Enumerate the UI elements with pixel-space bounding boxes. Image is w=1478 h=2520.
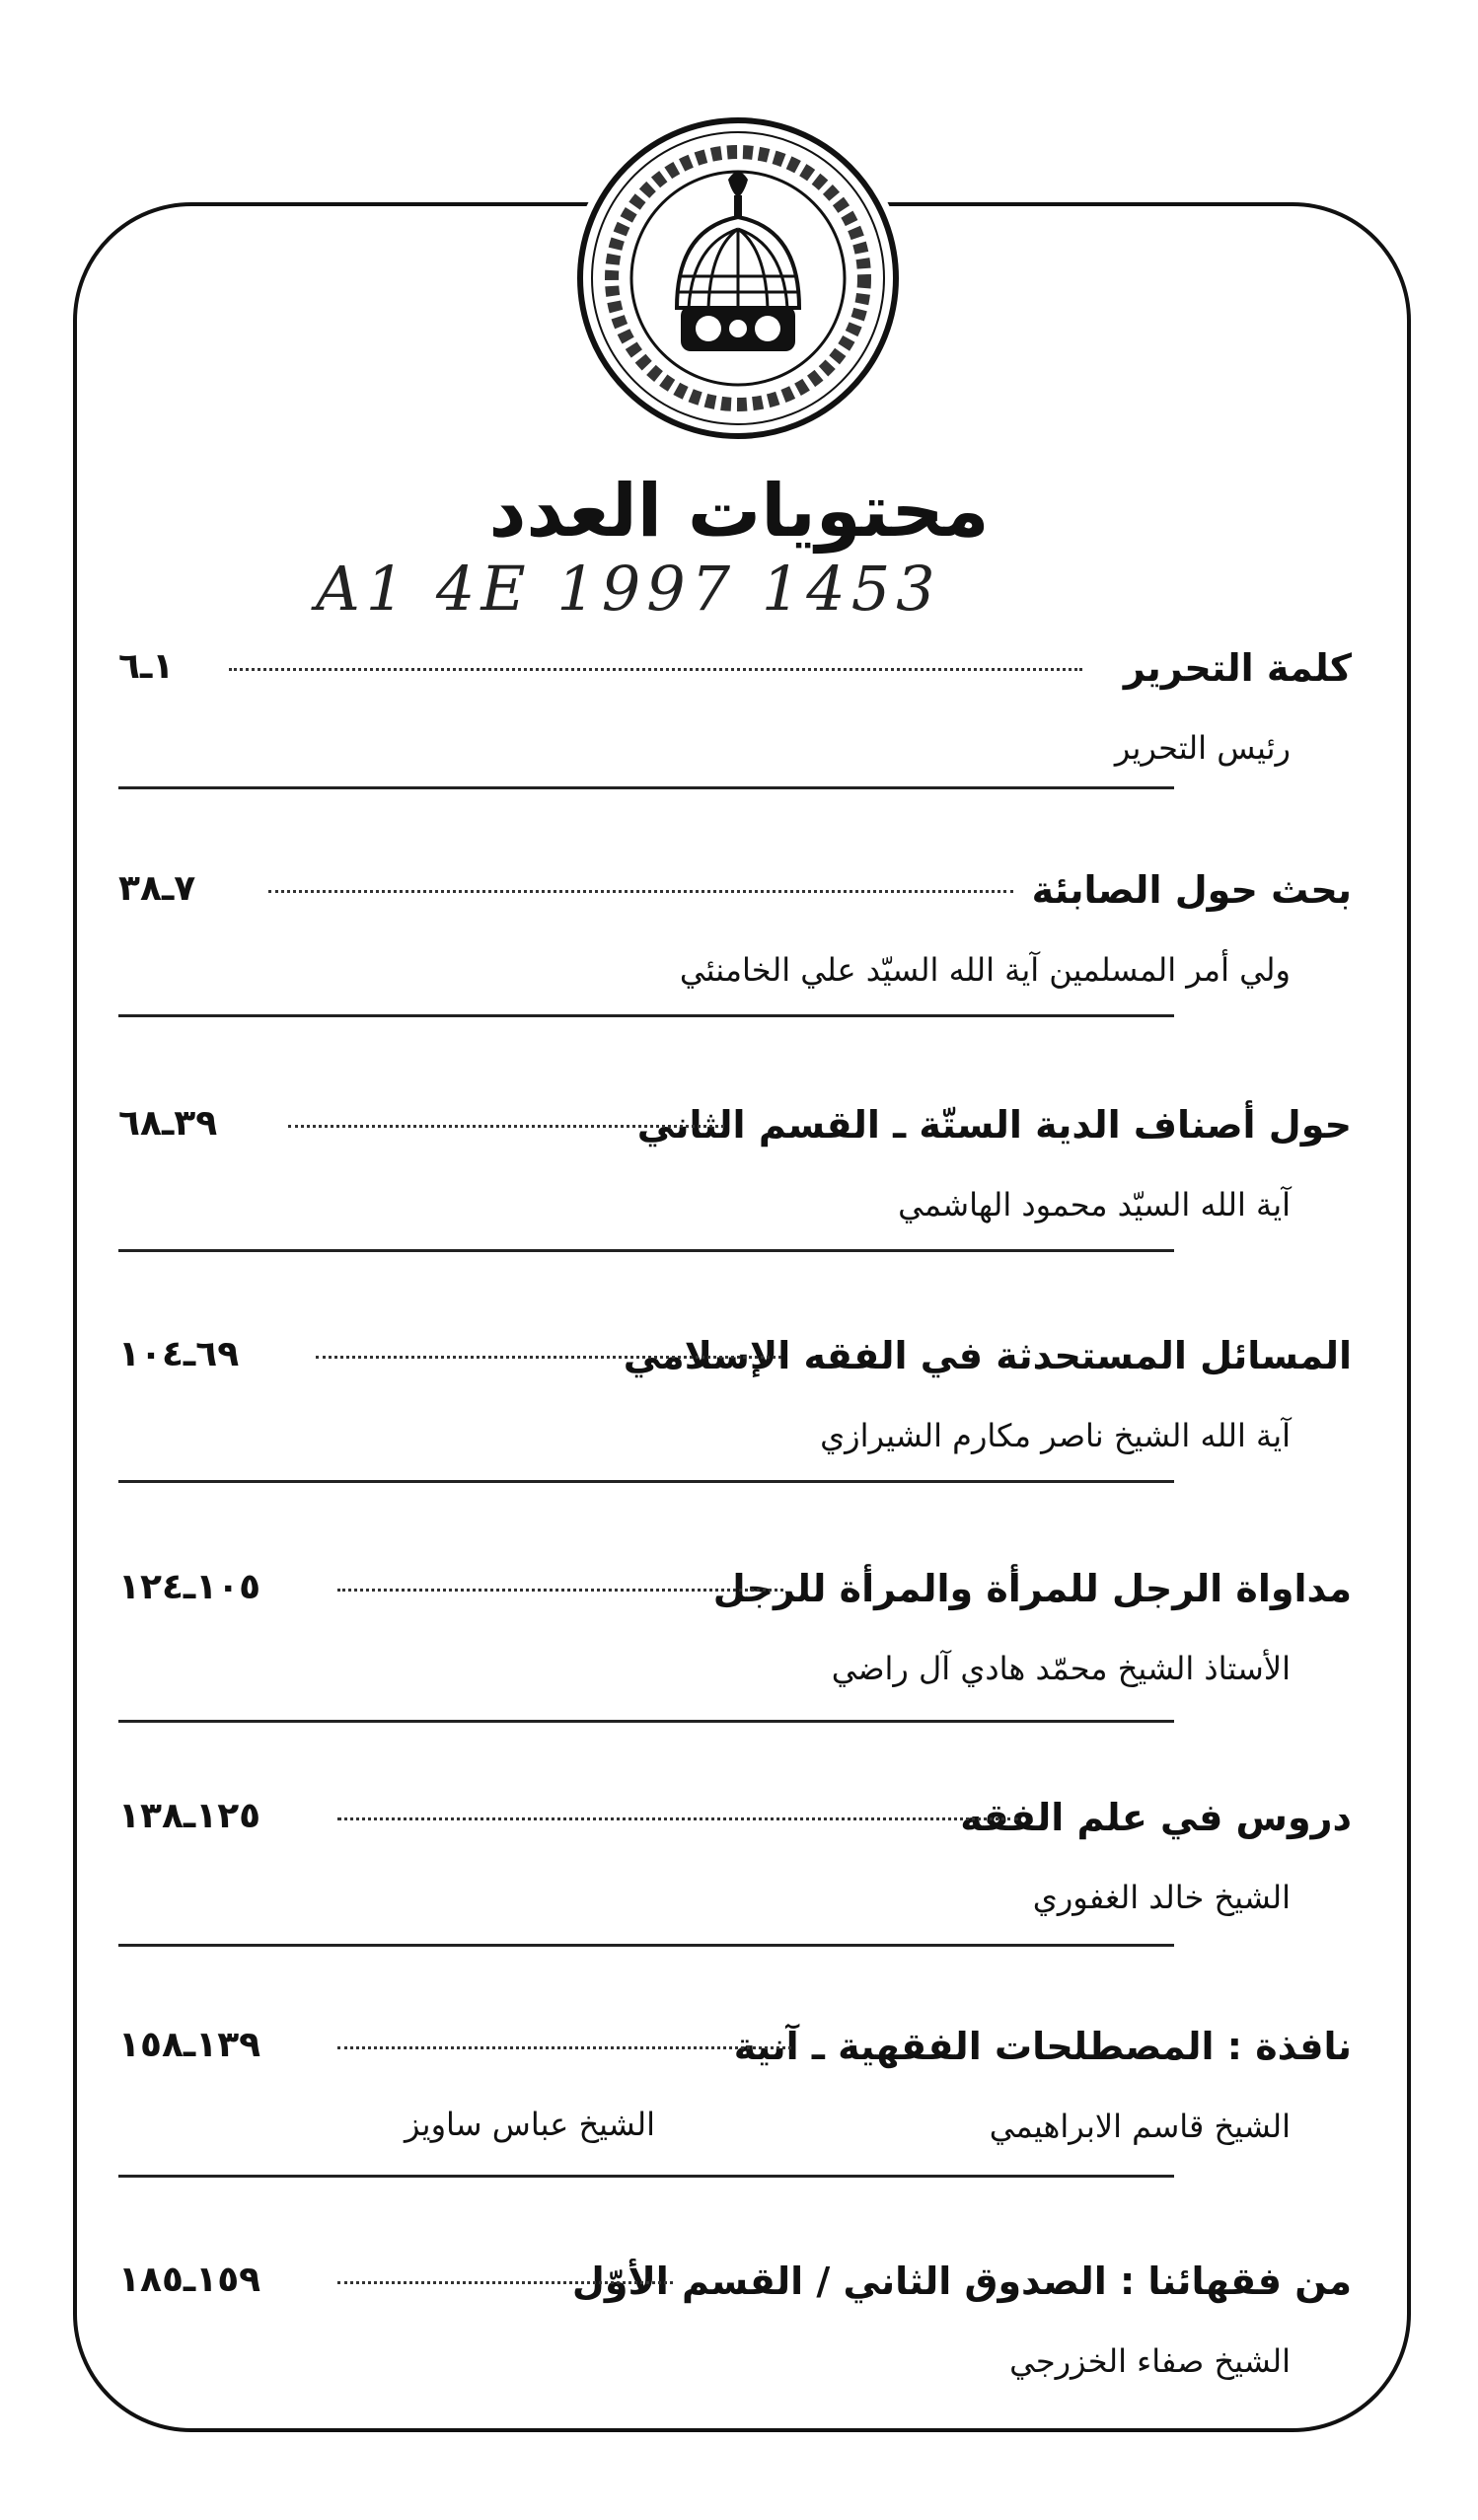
page-range: ١٣٩ـ١٥٨ bbox=[118, 2025, 261, 2065]
entry-title: من فقهائنا : الصدوق الثاني / القسم الأوّل bbox=[571, 2260, 1352, 2303]
page-range: ١ـ٦ bbox=[118, 646, 175, 687]
entry-divider bbox=[118, 1014, 1174, 1017]
entry-title: كلمة التحرير bbox=[1123, 646, 1352, 690]
page-range: ١٥٩ـ١٨٥ bbox=[118, 2260, 261, 2300]
dot-leader bbox=[337, 2046, 791, 2049]
page-range: ١٢٥ـ١٣٨ bbox=[118, 1796, 261, 1836]
entry-title: نافذة : المصطلحات الفقهية ـ آنية bbox=[733, 2025, 1352, 2068]
entry-author: آية الله الشيخ ناصر مكارم الشيرازي bbox=[820, 1417, 1291, 1454]
dot-leader bbox=[288, 1125, 724, 1128]
entry-divider bbox=[118, 1249, 1174, 1252]
dot-leader bbox=[337, 1817, 1018, 1820]
dot-leader bbox=[316, 1356, 781, 1359]
dot-leader bbox=[229, 668, 1082, 671]
entry-author: الشيخ خالد الغفوري bbox=[1032, 1879, 1291, 1916]
page-range: ١٠٥ـ١٢٤ bbox=[118, 1567, 261, 1607]
page-range: ٧ـ٣٨ bbox=[118, 868, 196, 909]
entry-title: بحث حول الصابئة bbox=[1031, 868, 1352, 912]
entry-author: الأستاذ الشيخ محمّد هادي آل راضي bbox=[831, 1650, 1291, 1687]
entry-author: الشيخ قاسم الابراهيمي bbox=[989, 2108, 1291, 2145]
dot-leader bbox=[268, 890, 1013, 893]
entry-author: رئيس التحرير bbox=[1114, 729, 1291, 767]
entry-divider bbox=[118, 1720, 1174, 1723]
handwritten-note: A1 4E 1997 1453 bbox=[316, 553, 941, 625]
entry-divider bbox=[118, 1480, 1174, 1483]
entry-divider bbox=[118, 1944, 1174, 1947]
entry-title: دروس في علم الفقه bbox=[960, 1796, 1352, 1839]
entry-author: ولي أمر المسلمين آية الله السيّد علي الخامنئي bbox=[679, 951, 1291, 989]
entry-author: الشيخ صفاء الخزرجي bbox=[1009, 2342, 1291, 2380]
journal-seal-logo bbox=[570, 111, 906, 446]
entry-author: آية الله السيّد محمود الهاشمي bbox=[898, 1186, 1291, 1223]
entry-title: مداواة الرجل للمرأة والمرأة للرجل bbox=[712, 1567, 1352, 1610]
page-title: محتويات العدد bbox=[488, 469, 990, 554]
entry-second-author: الشيخ عباس ساويز bbox=[405, 2106, 655, 2143]
entry-title: حول أصناف الدية الستّة ـ القسم الثاني bbox=[636, 1103, 1352, 1147]
entry-divider bbox=[118, 2175, 1174, 2178]
dot-leader bbox=[337, 2281, 673, 2284]
entry-divider bbox=[118, 786, 1174, 789]
entry-title: المسائل المستحدثة في الفقه الإسلامي bbox=[623, 1334, 1352, 1377]
page-range: ٣٩ـ٦٨ bbox=[118, 1103, 218, 1144]
dot-leader bbox=[337, 1589, 783, 1592]
page-range: ٦٩ـ١٠٤ bbox=[118, 1334, 240, 1374]
